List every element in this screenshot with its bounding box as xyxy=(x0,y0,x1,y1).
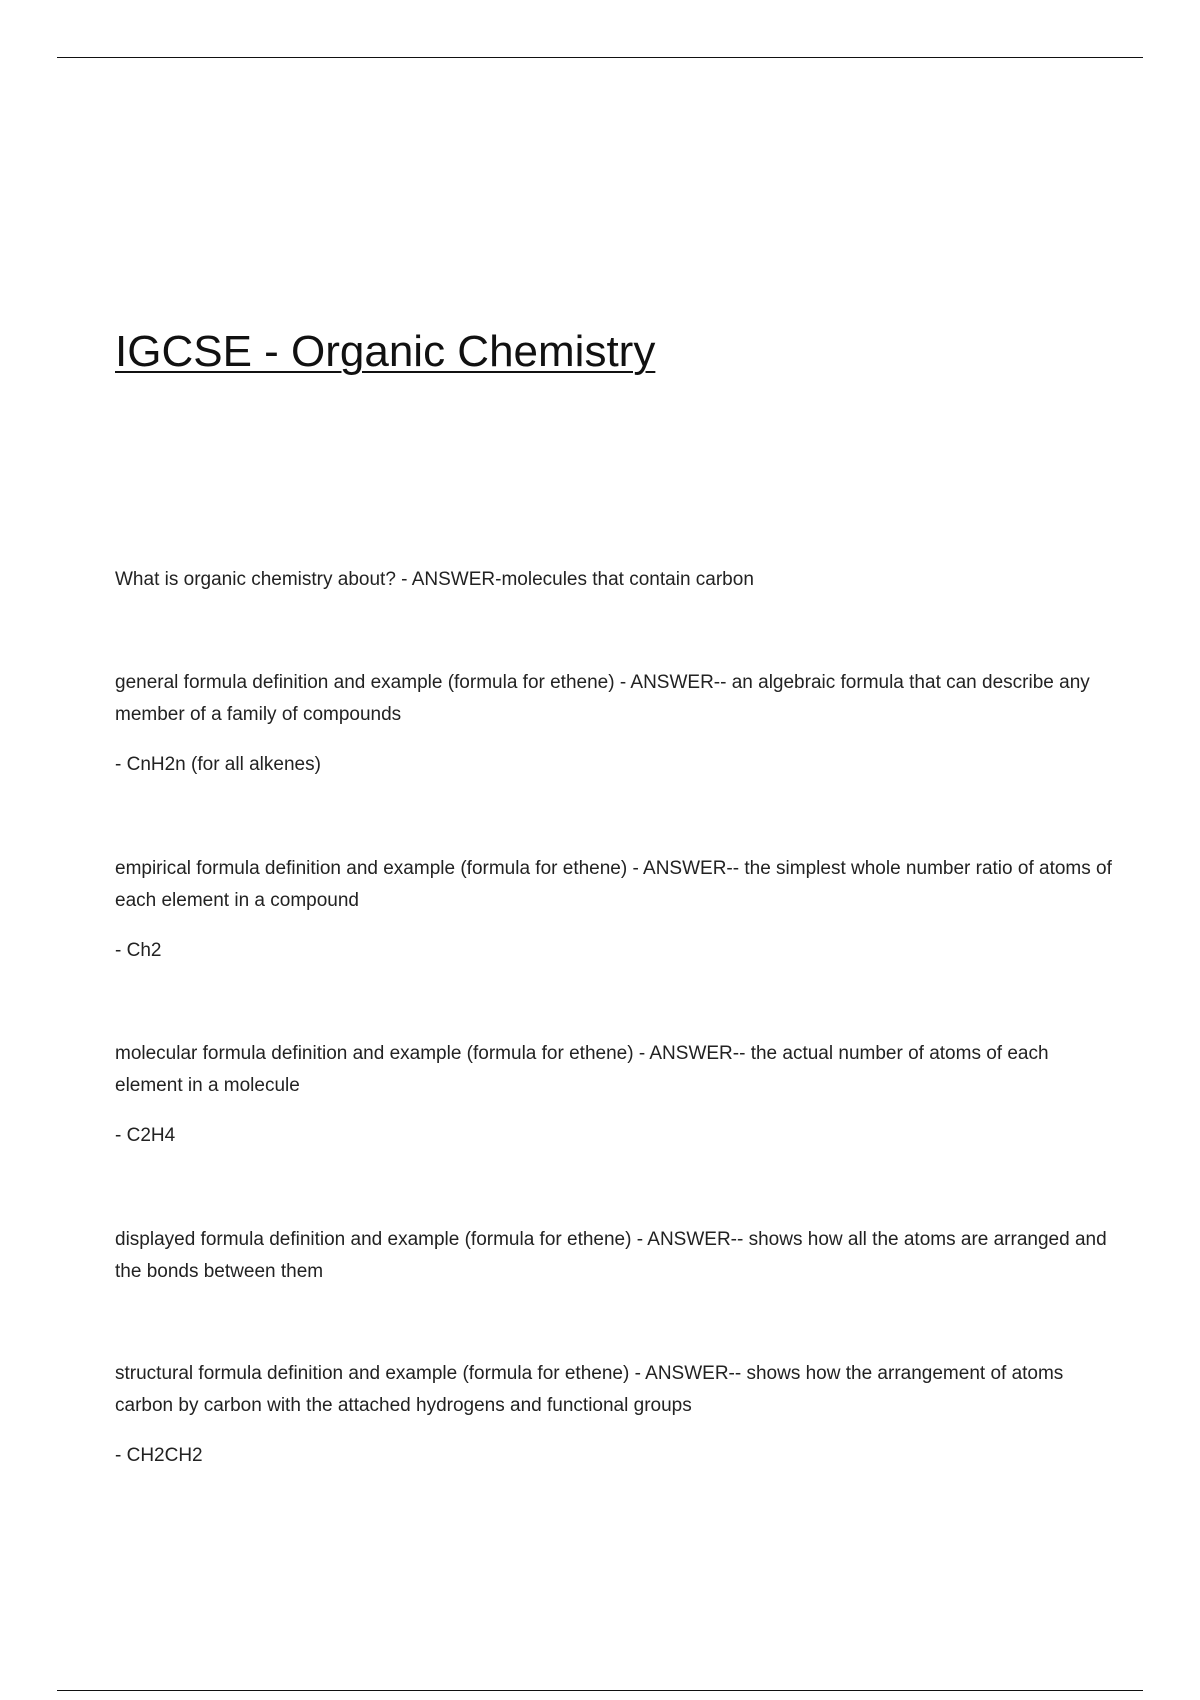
qa-entry-empirical-formula xyxy=(115,853,1115,967)
qa-entry-organic-chemistry xyxy=(115,564,1115,596)
page-title: IGCSE - Organic Chemistry xyxy=(115,327,656,376)
qa-text: displayed formula definition and example (formula for ethene) - ANSWER-- shows how all the atoms are arranged and the bonds between them xyxy=(115,1229,1107,1282)
qa-text: structural formula definition and example (formula for ethene) - ANSWER-- shows how the arrangement of atoms carbon by carbon with the attached hydrogens and functional groups xyxy=(115,1363,1064,1416)
qa-example: - CnH2n (for all alkenes) xyxy=(115,754,321,775)
qa-text: general formula definition and example (formula for ethene) - ANSWER-- an algebraic formula that can describe any member of a family of compounds xyxy=(115,672,1090,725)
qa-entry-structural-formula xyxy=(115,1358,1115,1472)
qa-entry-molecular-formula xyxy=(115,1038,1115,1152)
qa-entry-general-formula xyxy=(115,667,1115,781)
qa-entry-displayed-formula xyxy=(115,1224,1115,1288)
qa-text: empirical formula definition and example (formula for ethene) - ANSWER-- the simplest whole number ratio of atoms of each element in a compound xyxy=(115,858,1112,911)
qa-example: - CH2CH2 xyxy=(115,1445,203,1466)
top-rule xyxy=(57,57,1143,58)
qa-example: - Ch2 xyxy=(115,940,162,961)
qa-text: What is organic chemistry about? - ANSWER-molecules that contain carbon xyxy=(115,569,754,590)
bottom-rule xyxy=(57,1690,1143,1691)
qa-example: - C2H4 xyxy=(115,1125,176,1146)
qa-text: molecular formula definition and example (formula for ethene) - ANSWER-- the actual number of atoms of each element in a molecule xyxy=(115,1043,1049,1096)
